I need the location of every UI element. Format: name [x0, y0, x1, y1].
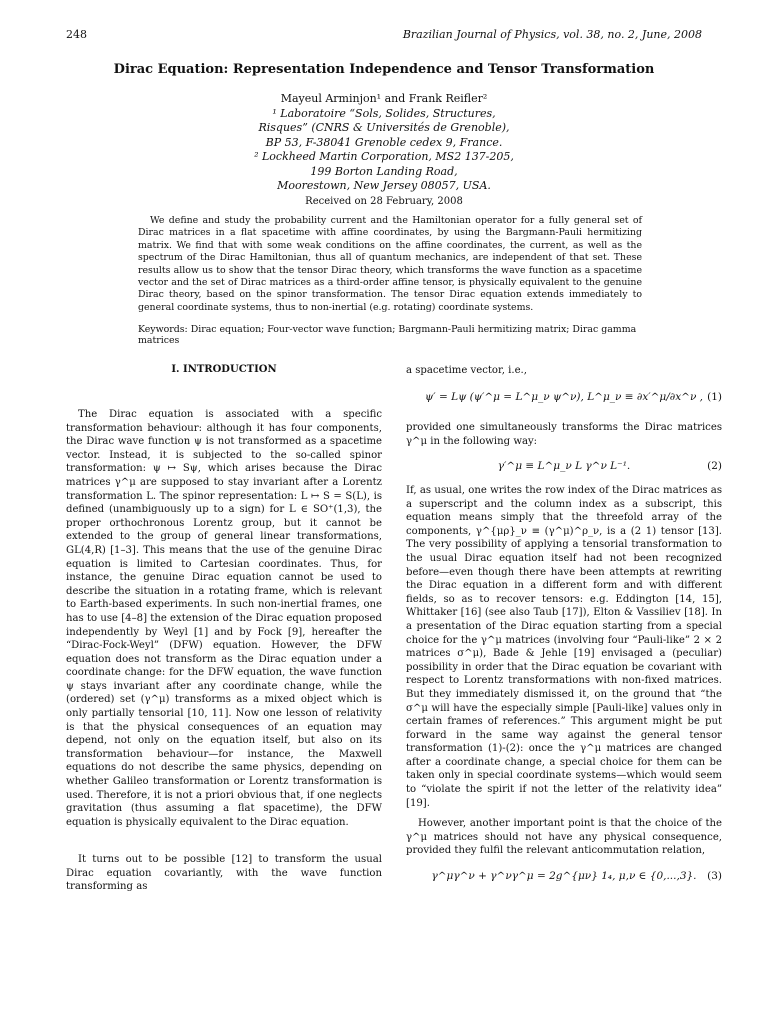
affiliation-line: ¹ Laboratoire “Sols, Solides, Structures, [272, 106, 496, 120]
right-column-block [406, 421, 722, 448]
right-column-end [406, 817, 722, 858]
left-column-continued [66, 853, 382, 894]
journal-header: Brazilian Journal of Physics, vol. 38, no. 2, June, 2008 [402, 28, 702, 41]
keywords: Keywords: Dirac equation; Four-vector wave function; Bargmann-Pauli hermitizing matrix; Dirac gamma matrices [138, 324, 637, 346]
equation-body: γ^μγ^ν + γ^νγ^μ = 2g^{μν} 1₄, μ,ν ∈ {0,...,3}. [431, 870, 697, 882]
affiliation-line: ² Lockheed Martin Corporation, MS2 137-205, [254, 150, 514, 163]
equation-number: (1) [707, 391, 722, 403]
paragraph: The Dirac equation is associated with a specific transformation behaviour: although it has four components, the Dirac wave function ψ is not transformed as a spacetime vector. Instead, it is subjected to the so-called spinor transformation: ψ ↦ Sψ, which arises because the Dirac matrices γ^μ are supposed to stay invariant after a Lorentz transformation L. The spinor representation: L ↦ S = S(L), is defined (unambiguously up to a sign) for L ∈ SO⁺(1,3), the proper orthochronous Lorentz group, but it cannot be extended to the group of general linear transformations, GL(4,R) [1–3]. This means that the use of the genuine Dirac equation is limited to Cartesian coordinates. Thus, for instance, the genuine Dirac equation cannot be used to describe the situation in a rotating frame, which is relevant to Earth-based experiments. In such non-inertial frames, one has to use [4–8] the extension of the Dirac equation proposed independently by Weyl [1] and by Fock [9], hereafter the “Dirac-Fock-Weyl” (DFW) equation. However, the DFW equation does not transform as the Dirac equation under a coordinate change: for the DFW equation, the wave function ψ stays invariant after any coordinate change, while the (ordered) set (γ^μ) transforms as a mixed object which is only partially tensorial [10, 11]. Now one lesson of relativity is that the physical consequences of an equation may depend, not only on the equation itself, but also on its transformation behaviour—for instance, the Maxwell equations do not describe the same physics, depending on whether Galileo transformation or Lorentz transformation is used. Therefore, it is not a priori obvious that, if one neglects gravitation (thus assuming a flat spacetime), the DFW equation is physically equivalent to the Dirac equation. [66, 409, 382, 828]
equation-3 [406, 870, 722, 882]
paragraph: a spacetime vector, i.e., [406, 365, 527, 376]
received-date: Received on 28 February, 2008 [305, 196, 463, 207]
abstract-text: We define and study the probability current and the Hamiltonian operator for a fully general set of Dirac matrices in a flat spacetime with affine coordinates, by using the Bargmann-Pauli hermitizing matrix. We find that with some weak conditions on the affine coordinates, the current, as well as the spectrum of the Dirac Hamiltonian, thus all of quantum mechanics, are independent of that set. These results allow us to show that the tensor Dirac theory, which transforms the wave function as a spacetime vector and the set of Dirac matrices as a third-order affine tensor, is physically equivalent to the genuine Dirac theory, based on the spinor transformation. The tensor Dirac equation extends immediately to general coordinate systems, thus to non-inertial (e.g. rotating) coordinate systems. [138, 215, 642, 313]
affiliation-line: 199 Borton Landing Road, [310, 164, 458, 178]
page-number: 248 [66, 28, 87, 41]
affiliation-line: Moorestown, New Jersey 08057, USA. [277, 179, 491, 192]
author-names: Mayeul Arminjon¹ and Frank Reifler² [280, 92, 488, 105]
paper-title: Dirac Equation: Representation Independence and Tensor Transformation [113, 62, 655, 77]
paragraph: However, another important point is that the choice of the γ^μ matrices should not have any physical consequence, provided they fulfil the relevant anticommutation relation, [406, 818, 722, 857]
paragraph: If, as usual, one writes the row index of the Dirac matrices as a superscript and the column index as a subscript, this equation means simply that the threefold array of the components, γ^{μρ}_ν ≡ (γ^μ)^ρ_ν, is a (2 1) tensor [13]. The very possibility of applying a tensorial transformation to the usual Dirac equation itself had not been recognized before—even though there have been attempts at rewriting the Dirac equation in a different form and with different fields, so as to recover tensors: e.g. Eddington [14, 15], Whittaker [16] (see also Taub [17]), Elton & Vassiliev [18]. In a presentation of the Dirac equation starting from a special choice for the γ^μ matrices (involving four “Pauli-like” 2 × 2 matrices σ^μ), Bade & Jehle [19] envisaged a (peculiar) possibility in order that the Dirac equation be covariant with respect to Lorentz transformations with non-fixed matrices. But they immediately dismissed it, on the ground that “the σ^μ will have the especially simple [Pauli-like] values only in certain frames of references.” This argument might be put forward in the same way against the general tensor transformation (1)-(2): once the γ^μ matrices are changed after a coordinate change, a special choice for them can be taken only in special coordinate systems—which would seem to “violate the spirit if not the letter of the relativity idea” [19]. [406, 485, 722, 809]
section-heading: I. INTRODUCTION [171, 364, 277, 375]
equation-number: (3) [707, 870, 722, 882]
abstract [138, 215, 642, 314]
author-block [0, 92, 768, 194]
equation-2 [406, 460, 722, 472]
paragraph: provided one simultaneously transforms the Dirac matrices γ^μ in the following way: [406, 422, 722, 447]
equation-body: γ′^μ ≡ L^μ_ν L γ^ν L⁻¹. [497, 460, 631, 472]
left-column [66, 408, 382, 829]
right-column-intro [406, 364, 722, 378]
affiliation-line: Risques” (CNRS & Universités de Grenoble), [258, 121, 510, 134]
paragraph: It turns out to be possible [12] to transform the usual Dirac equation covariantly, with the wave function transforming as [66, 854, 382, 893]
equation-number: (2) [707, 460, 722, 472]
equation-1 [406, 391, 722, 403]
right-column-main [406, 484, 722, 810]
affiliation-line: BP 53, F-38041 Grenoble cedex 9, France. [265, 135, 503, 149]
equation-body: ψ′ = Lψ (ψ′^μ = L^μ_ν ψ^ν), L^μ_ν ≡ ∂x′^μ/∂x^ν , [425, 391, 703, 403]
